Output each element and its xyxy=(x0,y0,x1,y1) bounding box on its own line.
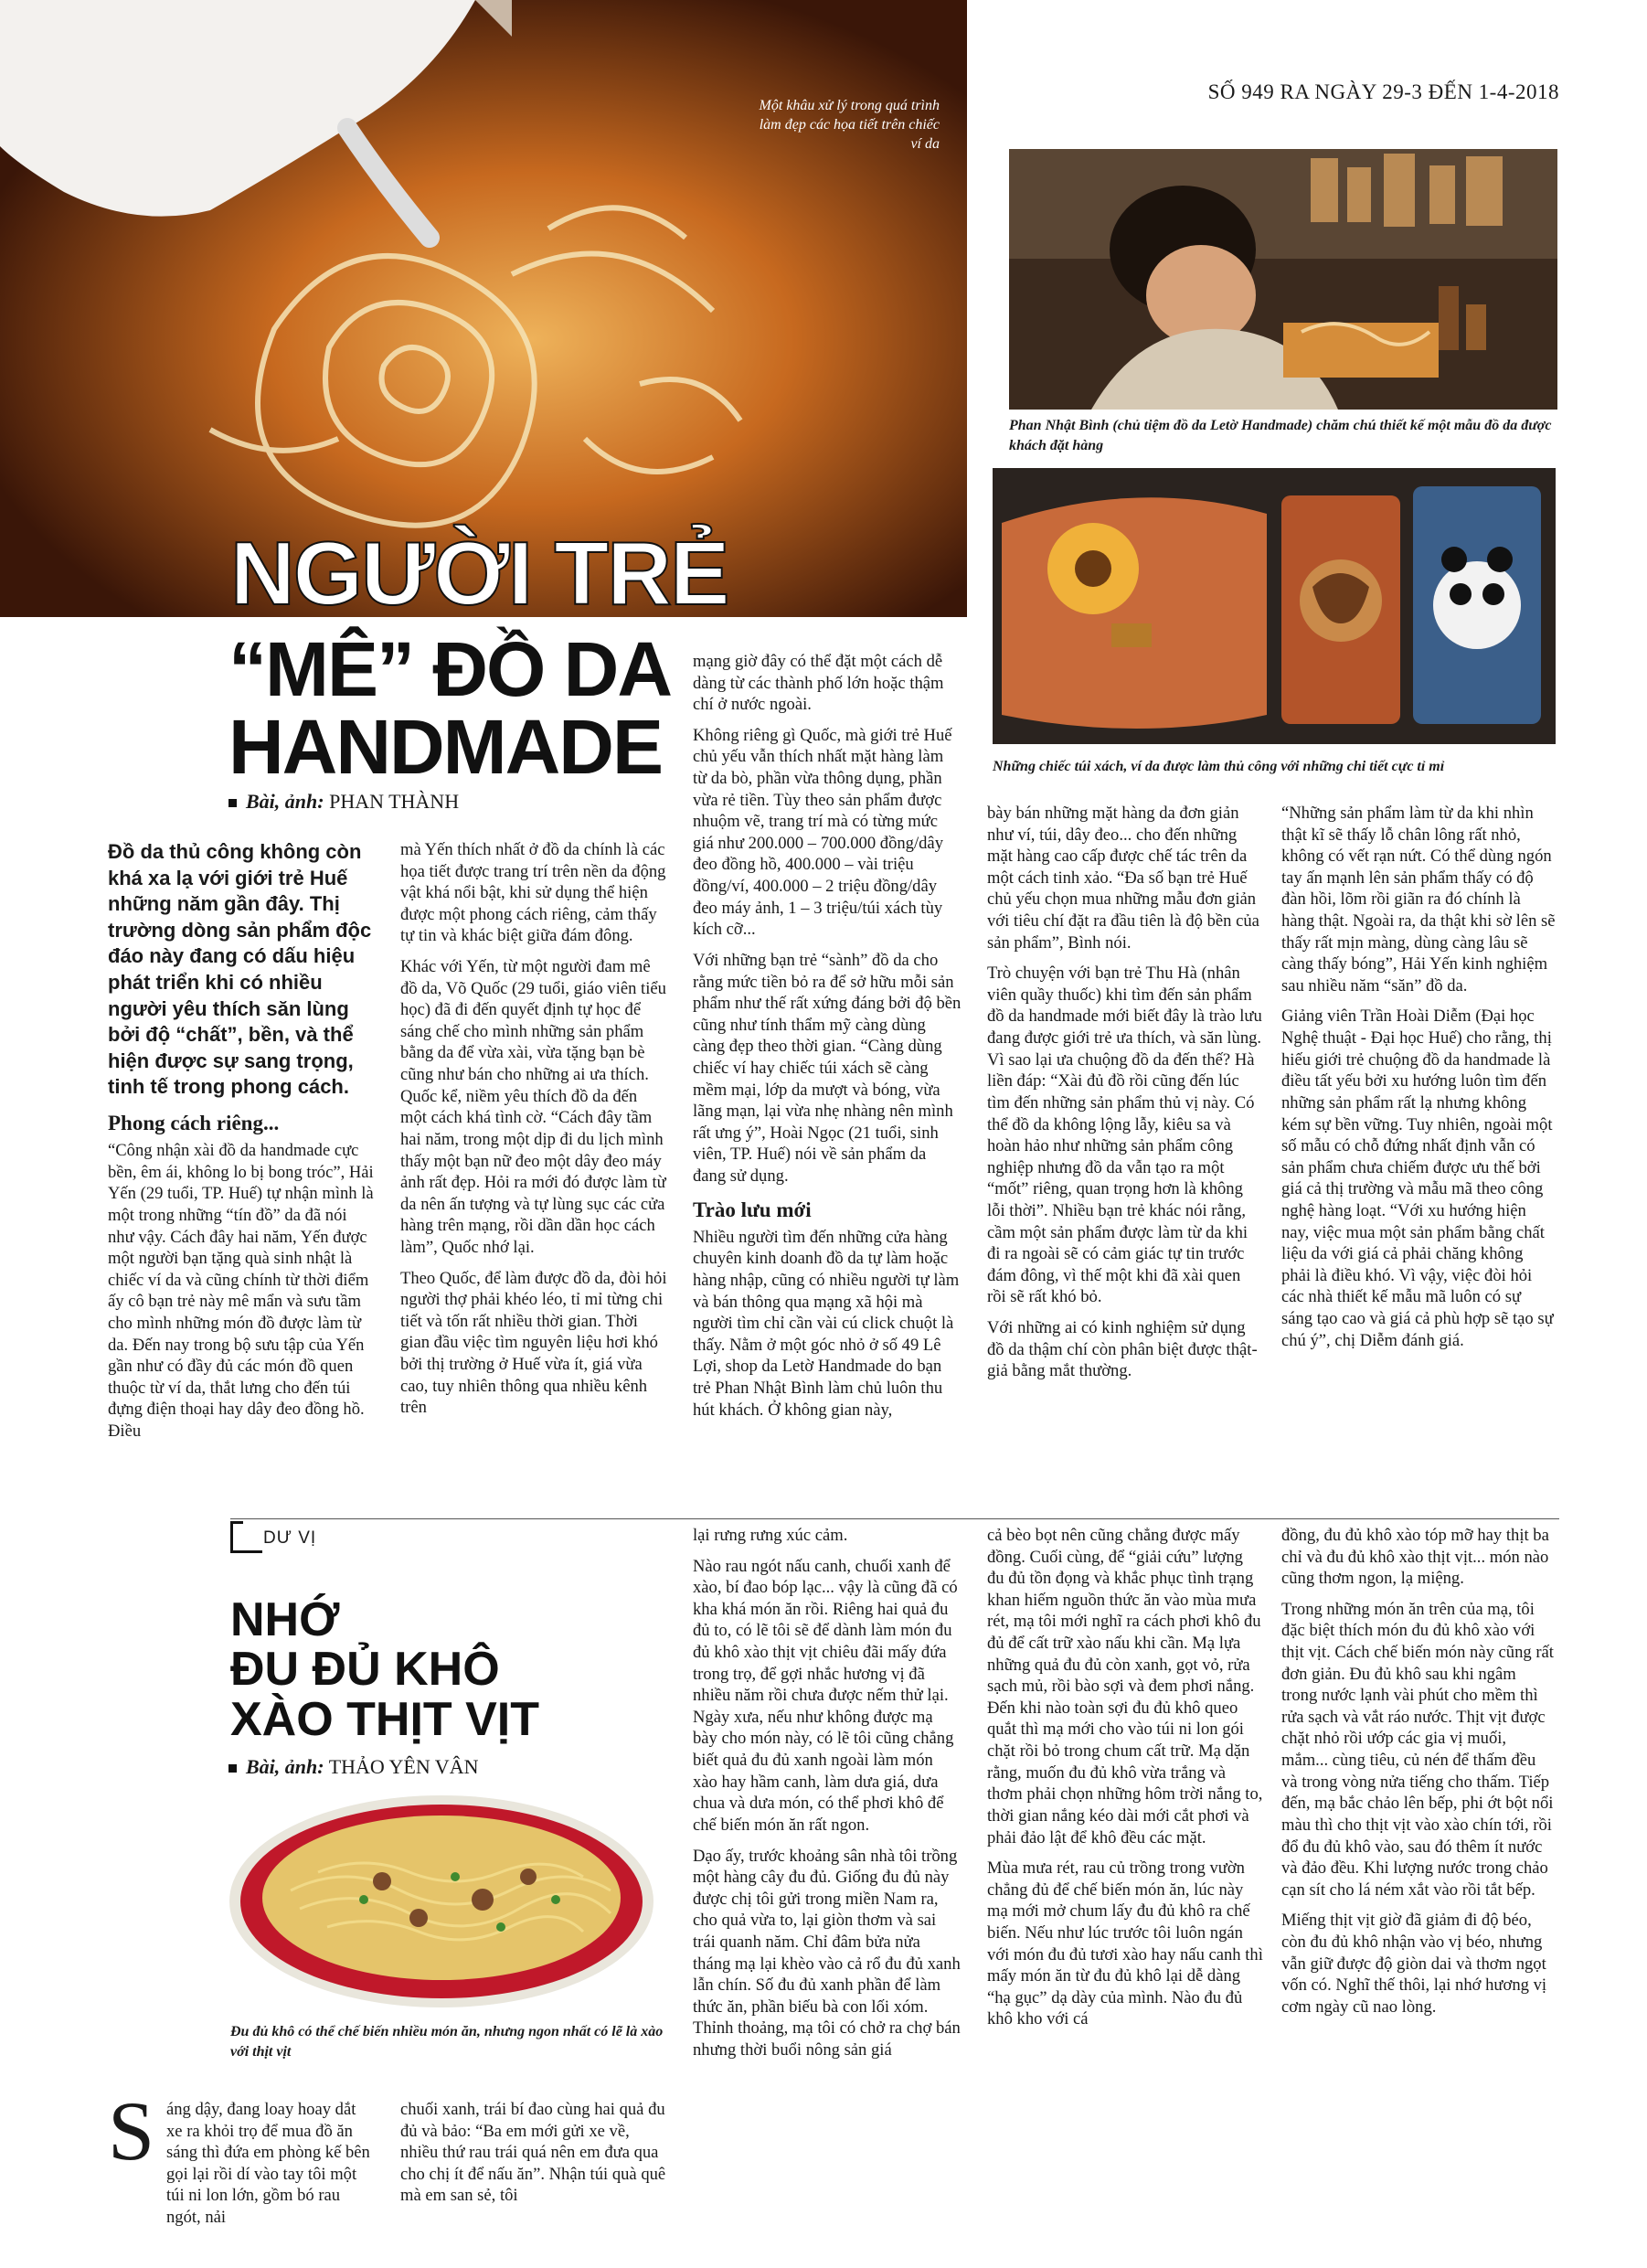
section-bracket-icon xyxy=(230,1521,262,1553)
article2-column-3 xyxy=(693,1525,962,2071)
article1-column-2 xyxy=(400,839,667,1428)
paragraph: cả bèo bọt nên cũng chẳng được mấy đồng. Cuối cùng, để “giải cứu” lượng đu đủ tồn đọng và khắc phục tình trạng khan hiếm nguồn thức ăn vào mùa mưa rét, mạ tôi mới nghĩ ra cách phơi khô đu đủ để cất trữ xào nấu khi cần. Mạ lựa những quả đu đủ còn xanh, gọt vỏ, rửa sạch mủ, rồi bào sợi và đem phơi nắng. Đến khi nào toàn sợi đu đủ khô queo quắt thì mạ mới cho vào túi ni lon gói chặt rồi bỏ trong chum cất trữ. Mạ dặn rằng, muốn đu đủ khô vừa trắng và thơm phải chọn những hôm trời nắng to, thời gian nắng kéo dài mới cắt phơi và phải đảo lật để khô đều các mặt. xyxy=(987,1526,1263,1847)
bullet-square-icon xyxy=(228,1764,237,1773)
article2-column-1 xyxy=(166,2099,373,2238)
photo-leather-bags xyxy=(993,468,1556,744)
article1-column-4 xyxy=(987,803,1263,1391)
issue-date: SỐ 949 RA NGÀY 29-3 ĐẾN 1-4-2018 xyxy=(1207,80,1559,103)
bullet-square-icon xyxy=(228,799,237,807)
article-lead: Đồ da thủ công không còn khá xa lạ với giới trẻ Huế những năm gần đây. Thị trường dòng sản phẩm độc đáo này đang có dấu hiệu phát triển khi có nhiều người yêu thích săn lùng bởi độ “chất”, bền, và thể hiện được sự sang trọng, tinh tế trong phong cách. xyxy=(108,840,372,1099)
article2-byline xyxy=(228,1755,478,1779)
byline-label: Bài, ảnh: xyxy=(246,1755,324,1778)
hero-caption: Một khâu xử lý trong quá trình làm đẹp các họa tiết trên chiếc ví da xyxy=(759,98,940,152)
article2-column-2 xyxy=(400,2099,667,2216)
paragraph: Trò chuyện với bạn trẻ Thu Hà (nhân viên quầy thuốc) khi tìm đến sản phẩm đồ da handmade mới biết đây là trào lưu đang được giới trẻ ưa thích, và săn lùng. Vì sao lại ưa chuộng đồ da đến thế? Hà liền đáp: “Xài đủ đồ rồi cũng đến lúc tìm đến những sản phẩm thủ vị này. Có thể đồ da không lộng lẫy, kiêu sa và hoàn hảo như những sản phẩm công nghiệp nhưng đồ da vẫn tạo ra một “mốt” riêng, quan trọng hơn là không lỗi thời”. Nhiều bạn trẻ khác nói rằng, cầm một sản phẩm được làm từ da khi đi ra ngoài sẽ có cảm giác tự tin trước đám đông, vì thế một khi đã xài quen rồi sẽ rất khó bỏ. xyxy=(987,964,1262,1307)
article2-column-5 xyxy=(1281,1525,1556,2027)
byline-label: Bài, ảnh: xyxy=(246,790,324,813)
article2-column-4 xyxy=(987,1525,1263,2039)
subhead-phong-cach: Phong cách riêng... xyxy=(108,1111,280,1134)
article2-title-line2: ĐU ĐỦ KHÔ xyxy=(230,1643,500,1696)
paragraph: Nào rau ngót nấu canh, chuối xanh để xào, bí đao bóp lạc... vậy là cũng đã có kha khá món ăn rồi. Riêng hai quả đu đủ to, có lẽ tôi sẽ để dành làm món đu đủ khô xào thịt vịt chiêu đãi mấy đứa trong trọ, để gợi nhắc hương vị đã nhiều năm rồi chưa được nếm thử lại. Ngày xưa, nếu như không được mạ bày cho món này, có lẽ tôi cũng chẳng biết quả đu đủ xanh ngoài làm món xào hay hầm canh, làm dưa giá, dưa chua và dưa món, có thể phơi khô để chế biến món ăn rất ngon. xyxy=(693,1556,958,1835)
paragraph: chuối xanh, trái bí đao cùng hai quả đu đủ và bảo: “Ba em mới gửi xe về, nhiều thứ rau trái quá nên em đưa qua cho chị ít để nấu ăn”. Nhận túi quà quê mà em san sẻ, tôi xyxy=(400,2100,666,2206)
section-label-du-vi: DƯ VỊ xyxy=(263,1528,317,1548)
paragraph: Theo Quốc, để làm được đồ da, đòi hỏi người thợ phải khéo léo, tỉ mỉ từng chi tiết và tốn rất nhiều thời gian. Thời gian đầu việc tìm nguyên liệu hơi khó bởi thị trường ở Huế vừa ít, giá vừa cao, tuy nhiên thông qua nhiều kênh trên xyxy=(400,1268,667,1418)
paragraph: Với những bạn trẻ “sành” đồ da cho rằng mức tiền bỏ ra để sở hữu mỗi sản phẩm như thế rất xứng đáng bởi độ bền cũng như tính thẩm mỹ càng dùng càng đẹp theo thời gian. “Càng dùng chiếc ví hay chiếc túi xách sẽ càng mềm mại, lớp da mượt và bóng, vừa lãng mạn, lại vừa nhẹ nhàng nên mình rất ưng ý”, Hoài Ngọc (21 tuổi, sinh viên, TP. Huế) nói về sản phẩm da đang sử dụng. xyxy=(693,950,962,1187)
drop-cap: S xyxy=(108,2084,155,2177)
paragraph: “Những sản phẩm làm từ da khi nhìn thật kĩ sẽ thấy lỗ chân lông rất nhỏ, không có vết rạn nứt. Có thể dùng ngón tay ấn mạnh lên sản phẩm thấy có độ đàn hồi, lõm rồi giãn ra đó chính là hàng thật. Ngoài ra, da thật khi sờ lên sẽ thấy rất mịn màng, dùng càng lâu sẽ càng thấy bóng”, Hải Yến kinh nghiệm sau nhiều năm “săn” đồ da. xyxy=(1281,804,1556,996)
paragraph: Mùa mưa rét, rau củ trồng trong vườn chẳng đủ để chế biến món ăn, lúc này mạ mới mở chum lấy đu đủ khô ra chế biến. Nếu như lúc trước tôi luôn ngán với món đu đủ tươi xào hay nấu canh thì mấy món ăn từ đu đủ khô lại dễ dàng “hạ gục” dạ dày của mình. Nào đu đủ khô kho với cá xyxy=(987,1858,1263,2029)
paragraph: mạng giờ đây có thể đặt một cách dễ dàng từ các thành phố lớn hoặc thậm chí ở nước ngoài. xyxy=(693,652,944,715)
paragraph: “Công nhận xài đồ da handmade cực bền, êm ái, không lo bị bong tróc”, Hải Yến (29 tuổi, TP. Huế) tự nhận mình là một trong những “tín đồ” da đã nói như vậy. Cách đây hai năm, Yến được một người bạn tặng quà sinh nhật là chiếc ví da và cũng chính từ thời điểm ấy cô bạn trẻ này mê mẩn và sưu tầm cho mình những món đồ được làm từ da. Đến nay trong bộ sưu tập của Yến gần như có đầy đủ các món đồ quen thuộc từ ví da, thắt lưng cho đến túi đựng điện thoại hay dây đeo đồng hồ. Điều xyxy=(108,1141,374,1442)
paragraph: lại rưng rưng xúc cảm. xyxy=(693,1526,848,1545)
paragraph: Dạo ấy, trước khoảng sân nhà tôi trồng một hàng cây đu đủ. Giống đu đủ này được chị tôi gửi trong miền Nam ra, cho quả vừa to, lại giòn thơm và sai trái quanh năm. Chỉ đâm bửa nửa tháng mạ lại khèo vào cả rổ đu đủ xanh lẫn chín. Số đu đủ xanh phần để làm thức ăn, phần biếu bà con lối xóm. Thỉnh thoảng, mạ tôi có chở ra chợ bán nhưng thời buổi nông sản giá xyxy=(693,1846,961,2060)
paragraph: bày bán những mặt hàng da đơn giản như ví, túi, dây đeo... cho đến những mặt hàng cao cấp được chế tác trên da một cách tinh xảo. “Đa số bạn trẻ Huế chủ yếu chọn mua những mẫu đơn giản với tiêu chí đặt ra đầu tiên là độ bền của sản phẩm”, Bình nói. xyxy=(987,804,1259,953)
artisan-photo-illustration xyxy=(1009,149,1557,410)
paragraph: đồng, đu đủ khô xào tóp mỡ hay thịt ba chỉ và đu đủ khô xào thịt vịt... món nào cũng thơm ngon, lạ miệng. xyxy=(1281,1526,1549,1589)
article1-column-3 xyxy=(693,651,962,1430)
section-divider xyxy=(230,1518,1559,1519)
paragraph: Miếng thịt vịt giờ đã giảm đi độ béo, còn đu đủ khô nhận vào vị béo, nhưng vẫn giữ được độ giòn dai và thơm ngọt vốn có. Nghĩ thế thôi, lại nhớ hương vị cơm ngày cũ nao lòng. xyxy=(1281,1911,1547,2017)
food-caption: Đu đủ khô có thể chế biến nhiều món ăn, nhưng ngon nhất có lẽ là xào với thịt vịt xyxy=(230,2024,664,2060)
paragraph: Khác với Yến, từ một người đam mê đồ da, Võ Quốc (29 tuổi, giáo viên tiểu học) đã đi đến quyết định tự học để sáng chế cho mình những sản phẩm bằng da để vừa xài, vừa tặng bạn bè cũng như bán cho những ai ưa thích. Quốc kể, niềm yêu thích đồ da đến một cách khá tình cờ. “Cách đây tầm hai năm, trong một dịp đi du lịch mình thấy một bạn nữ đeo một dây đeo máy ảnh rất đẹp. Hỏi ra mới đó được làm từ da nên ấn tượng và tự lùng sục các cửa hàng trên mạng, rồi dần dần học cách làm”, Quốc nhớ lại. xyxy=(400,957,666,1257)
photo-papaya-dish xyxy=(227,1790,656,2009)
article1-column-5 xyxy=(1281,803,1556,1360)
bags-caption: Những chiếc túi xách, ví da được làm thủ công với những chi tiết cực tỉ mỉ xyxy=(993,759,1445,774)
article1-column-1 xyxy=(108,839,375,1452)
paragraph: Với những ai có kinh nghiệm sử dụng đồ da thậm chí còn phân biệt được thật-giả bằng mắt thường. xyxy=(987,1318,1258,1381)
byline-author: THẢO YÊN VÂN xyxy=(328,1755,479,1778)
article-title-line1: NGƯỜI TRẺ xyxy=(230,523,728,623)
paragraph: áng dậy, đang loay hoay dắt xe ra khỏi trọ để mua đồ ăn sáng thì đứa em phòng kế bên gọi lại rồi dí vào tay tôi một túi ni lon lớn, gồm bó rau ngót, nải xyxy=(166,2100,370,2228)
paragraph: Nhiều người tìm đến những cửa hàng chuyên kinh doanh đồ da tự làm hoặc hàng nhập, cũng có nhiều người tự làm và bán thông qua mạng xã hội mà người tìm chỉ cần vài cú click chuột là thấy. Nằm ở một góc nhỏ ở số 49 Lê Lợi, shop da Letờ Handmade do bạn trẻ Phan Nhật Bình làm chủ luôn thu hút khách. Ở không gian này, xyxy=(693,1227,960,1420)
subhead-trao-luu: Trào lưu mới xyxy=(693,1198,812,1221)
article-byline xyxy=(228,790,459,814)
bags-photo-illustration xyxy=(993,468,1556,744)
paragraph: Giảng viên Trần Hoài Diễm (Đại học Nghệ thuật - Đại học Huế) cho rằng, thị hiếu giới trẻ chuộng đồ da handmade là điều tất yếu bởi xu hướng luôn tìm đến những sản phẩm rất lạ nhưng không kém sự bền vững. Tuy nhiên, ngoài một số mẫu có chỗ đứng nhất định vẫn có sản phẩm chưa chiếm được ưu thế bởi giá cả thị trường và mẫu mã theo công nghệ hàng loạt. “Với xu hướng hiện nay, việc mua một sản phẩm bằng chất liệu da với giá cả phải chăng không phải là điều khó. Vì vậy, việc đòi hỏi các nhà thiết kế mẫu mã luôn có sự sáng tạo cao và giá cả phù hợp sẽ tạo sự chú ý”, chị Diễm đánh giá. xyxy=(1281,1006,1554,1350)
article-title-line2: “MÊ” ĐỒ DA xyxy=(228,626,671,712)
paragraph: mà Yến thích nhất ở đồ da chính là các họa tiết được trang trí trên nền da động vật khá nổi bật, khi sử dụng thể hiện được một phong cách riêng, cảm thấy tự tin và khác biệt giữa đám đông. xyxy=(400,840,666,946)
paragraph: Không riêng gì Quốc, mà giới trẻ Huế chủ yếu vẫn thích nhất mặt hàng làm từ da bò, phần vừa thông dụng, phần vừa rẻ tiền. Tùy theo sản phẩm được nhuộm vẽ, trang trí mà có từng mức giá như 200.000 – 700.000 đồng/dây đeo đồng hồ, 400.000 – vài triệu đồng/ví, 400.000 – 2 triệu đồng/dây đeo máy ảnh, 1 – 3 triệu/túi xách tùy kích cỡ... xyxy=(693,725,952,940)
section-bracket-top xyxy=(230,1521,243,1524)
article2-title-line1: NHỚ xyxy=(230,1593,340,1646)
photo-artisan-at-work xyxy=(1009,149,1557,410)
artisan-caption: Phan Nhật Bình (chủ tiệm đồ da Letờ Handmade) chăm chú thiết kế một mẫu đồ da được khách đặt hàng xyxy=(1009,418,1552,453)
paragraph: Trong những món ăn trên của mạ, tôi đặc biệt thích món đu đủ khô xào với thịt vịt. Cách chế biến món này cũng rất đơn giản. Đu đủ khô sau khi ngâm trong nước lạnh vài phút cho mềm thì rửa sạch và vắt ráo nước. Thịt vịt được chặt nhỏ rồi ướp các gia vị muối, mắm... cùng tiêu, củ nén để thấm đều và trong vòng nửa tiếng cho thấm. Tiếp đến, mạ bắc chảo lên bếp, phi ớt bột nổi màu thì cho thịt vịt vào xào chín tới, rồi đổ đu đủ khô vào, sau đó thêm ít nước và đảo đều. Khi lượng nước trong chảo cạn sít cho lá ném xắt vào rồi tắt bếp. xyxy=(1281,1599,1554,1900)
article-title-line3: HANDMADE xyxy=(228,704,662,790)
byline-author: PHAN THÀNH xyxy=(329,790,460,813)
food-photo-illustration xyxy=(227,1790,656,2009)
article2-title-line3: XÀO THỊT VỊT xyxy=(230,1693,539,1746)
